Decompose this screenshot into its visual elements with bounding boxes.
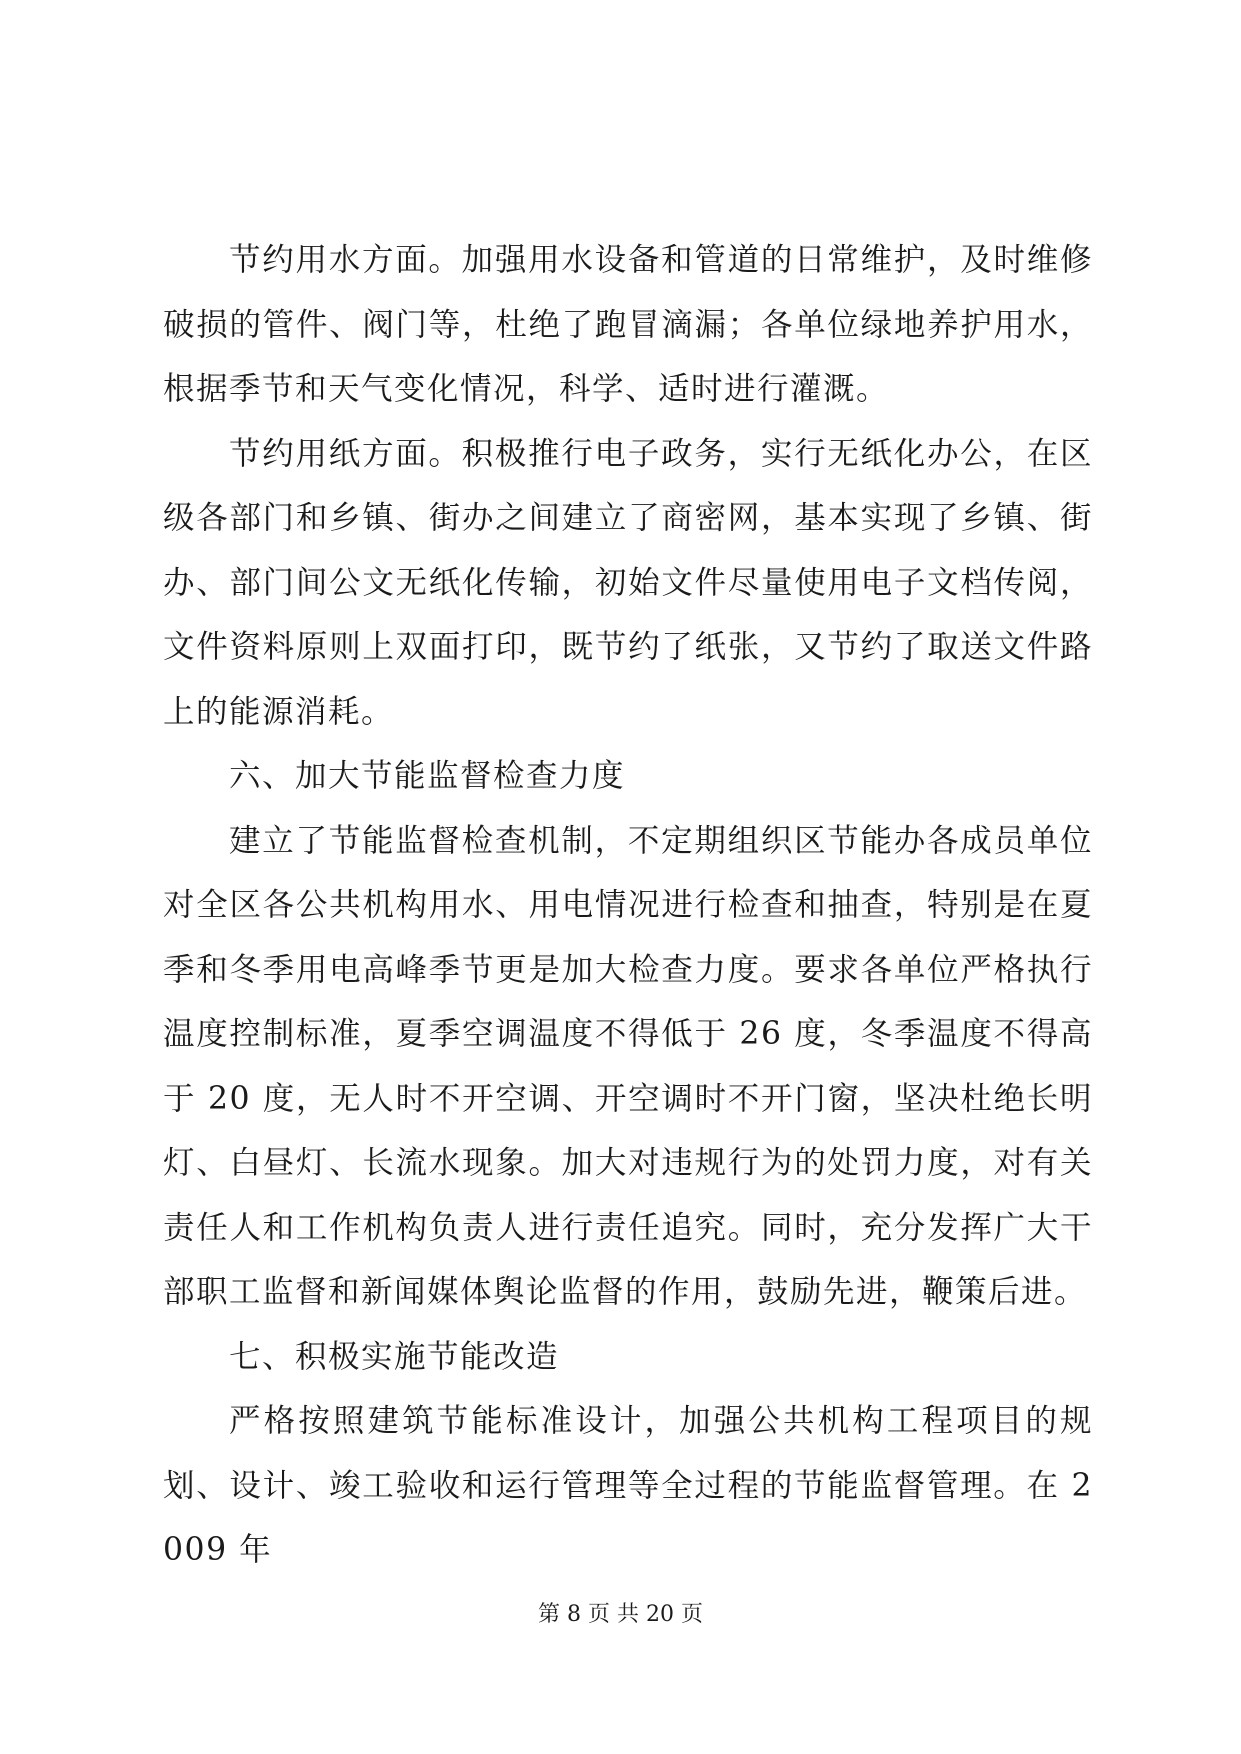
section-heading-six: 六、加大节能监督检查力度 — [229, 758, 626, 794]
page-footer: 第 8 页 共 20 页 — [538, 1602, 703, 1627]
paragraph-water-saving: 节约用水方面。加强用水设备和管道的日常维护，及时维修破损的管件、阀门等，杜绝了跑冒滴漏；各单位绿地养护用水，根据季节和天气变化情况，科学、适时进行灌溉。 — [163, 242, 1093, 407]
paragraph-supervision: 建立了节能监督检查机制，不定期组织区节能办各成员单位对全区各公共机构用水、用电情况进行检查和抽查，特别是在夏季和冬季用电高峰季节更是加大检查力度。要求各单位严格执行温度控制标准，夏季空调温度不得低于 26 度，冬季温度不得高于 20 度，无人时不开空调、开空调时不开门窗，坚决杜绝长明灯、白昼灯、长流水现象。加大对违规行为的处罚力度，对有关责任人和工作机构负责人进行责任追究。同时，充分发挥广大干部职工监督和新闻媒体舆论监督的作用，鼓励先进，鞭策后进。 — [163, 822, 1093, 1310]
section-heading-seven: 七、积极实施节能改造 — [229, 1338, 560, 1375]
document-body — [163, 228, 1093, 1583]
paragraph-renovation: 严格按照建筑节能标准设计，加强公共机构工程项目的规划、设计、竣工验收和运行管理等全过程的节能监督管理。在 2009 年 — [163, 1403, 1093, 1568]
paragraph-paper-saving: 节约用纸方面。积极推行电子政务，实行无纸化办公，在区级各部门和乡镇、街办之间建立了商密网，基本实现了乡镇、街办、部门间公文无纸化传输，初始文件尽量使用电子文档传阅，文件资料原则上双面打印，既节约了纸张，又节约了取送文件路上的能源消耗。 — [163, 435, 1093, 730]
